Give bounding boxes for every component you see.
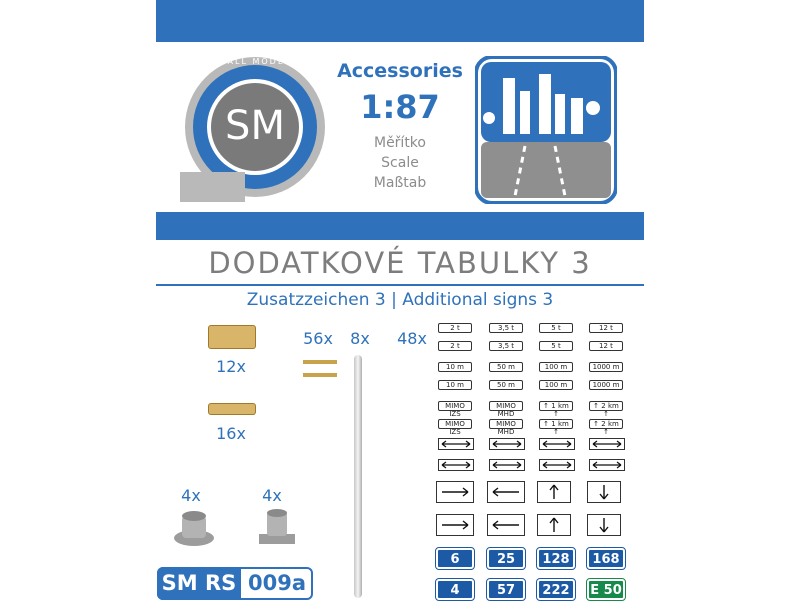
- arrow-up-sign: [537, 481, 571, 503]
- bars-qty: 56x: [303, 329, 333, 348]
- route-number-sign: 222: [537, 579, 575, 600]
- logo-ring-text: SMALL MODELS: [211, 57, 299, 66]
- double-arrow-sign: [589, 438, 625, 450]
- text-sign: 12 t: [589, 341, 623, 351]
- text-sign: ↑ 2 km ↑: [589, 401, 623, 411]
- text-sign: ↑ 1 km ↑: [539, 401, 573, 411]
- pole-qty: 8x: [350, 329, 370, 348]
- arrow-up-sign: [537, 514, 571, 536]
- text-sign: MIMO MHD: [489, 419, 523, 429]
- double-arrow-sign: [489, 438, 525, 450]
- double-arrow-sign: [539, 438, 575, 450]
- text-sign: 10 m: [438, 380, 472, 390]
- scale-value: 1:87: [360, 88, 440, 126]
- base-right-qty: 4x: [262, 486, 282, 505]
- plate-large: [208, 325, 256, 349]
- double-arrow-sign: [438, 459, 474, 471]
- text-sign: 5 t: [539, 341, 573, 351]
- route-number-sign: E 50: [587, 579, 625, 600]
- arrow-right-sign: [436, 481, 474, 503]
- arrow-right-sign: [436, 514, 474, 536]
- title-rule: [156, 284, 644, 286]
- double-arrow-sign: [539, 459, 575, 471]
- double-arrow-sign: [589, 459, 625, 471]
- base-left-icon: [172, 508, 216, 548]
- route-number-sign: 25: [487, 548, 525, 569]
- scale-label-cz: Měřítko: [373, 135, 426, 151]
- scale-label-en: Scale: [381, 155, 419, 171]
- text-sign: 3,5 t: [489, 341, 523, 351]
- logo-initials: SM: [225, 103, 285, 149]
- text-sign: 2 t: [438, 323, 472, 333]
- arrow-down-sign: [587, 481, 621, 503]
- pole: [354, 355, 362, 598]
- plate-small: [208, 403, 256, 415]
- page-title: DODATKOVÉ TABULKY 3: [208, 246, 592, 280]
- base-right-icon: [255, 506, 299, 548]
- route-number-sign: 4: [436, 579, 474, 600]
- scale-label-de: Maßtab: [373, 175, 427, 191]
- text-sign: 100 m: [539, 380, 573, 390]
- bar-strip-1: [303, 360, 337, 364]
- text-sign: 50 m: [489, 362, 523, 372]
- double-arrow-sign: [489, 459, 525, 471]
- route-number-sign: 168: [587, 548, 625, 569]
- text-sign: 3,5 t: [489, 323, 523, 333]
- text-sign: ↑ 1 km ↑: [539, 419, 573, 429]
- route-number-sign: 57: [487, 579, 525, 600]
- text-sign: 10 m: [438, 362, 472, 372]
- text-sign: MIMO IZS: [438, 419, 472, 429]
- text-sign: 1000 m: [589, 362, 623, 372]
- bar-strip-2: [303, 373, 337, 377]
- middle-band: [156, 212, 644, 240]
- double-arrow-sign: [438, 438, 474, 450]
- text-sign: ↑ 2 km ↑: [589, 419, 623, 429]
- text-sign: 100 m: [539, 362, 573, 372]
- product-code-prefix: SM RS: [157, 567, 241, 600]
- arrow-down-sign: [587, 514, 621, 536]
- accessories-label: Accessories: [337, 60, 463, 82]
- text-sign: 50 m: [489, 380, 523, 390]
- text-sign: 5 t: [539, 323, 573, 333]
- top-band: [156, 0, 644, 42]
- text-sign: 12 t: [589, 323, 623, 333]
- plate-large-qty: 12x: [216, 357, 246, 376]
- page-subtitle: Zusatzzeichen 3 | Additional signs 3: [246, 290, 554, 310]
- text-sign: 1000 m: [589, 380, 623, 390]
- text-sign: MIMO MHD: [489, 401, 523, 411]
- text-sign: 2 t: [438, 341, 472, 351]
- base-left-qty: 4x: [181, 486, 201, 505]
- arrow-left-sign: [487, 481, 525, 503]
- product-code-number: 009a: [247, 571, 306, 595]
- signs-qty: 48x: [397, 329, 427, 348]
- route-number-sign: 128: [537, 548, 575, 569]
- plate-small-qty: 16x: [216, 424, 246, 443]
- arrow-left-sign: [487, 514, 525, 536]
- route-number-sign: 6: [436, 548, 474, 569]
- text-sign: MIMO IZS: [438, 401, 472, 411]
- city-road-icon: [475, 56, 617, 204]
